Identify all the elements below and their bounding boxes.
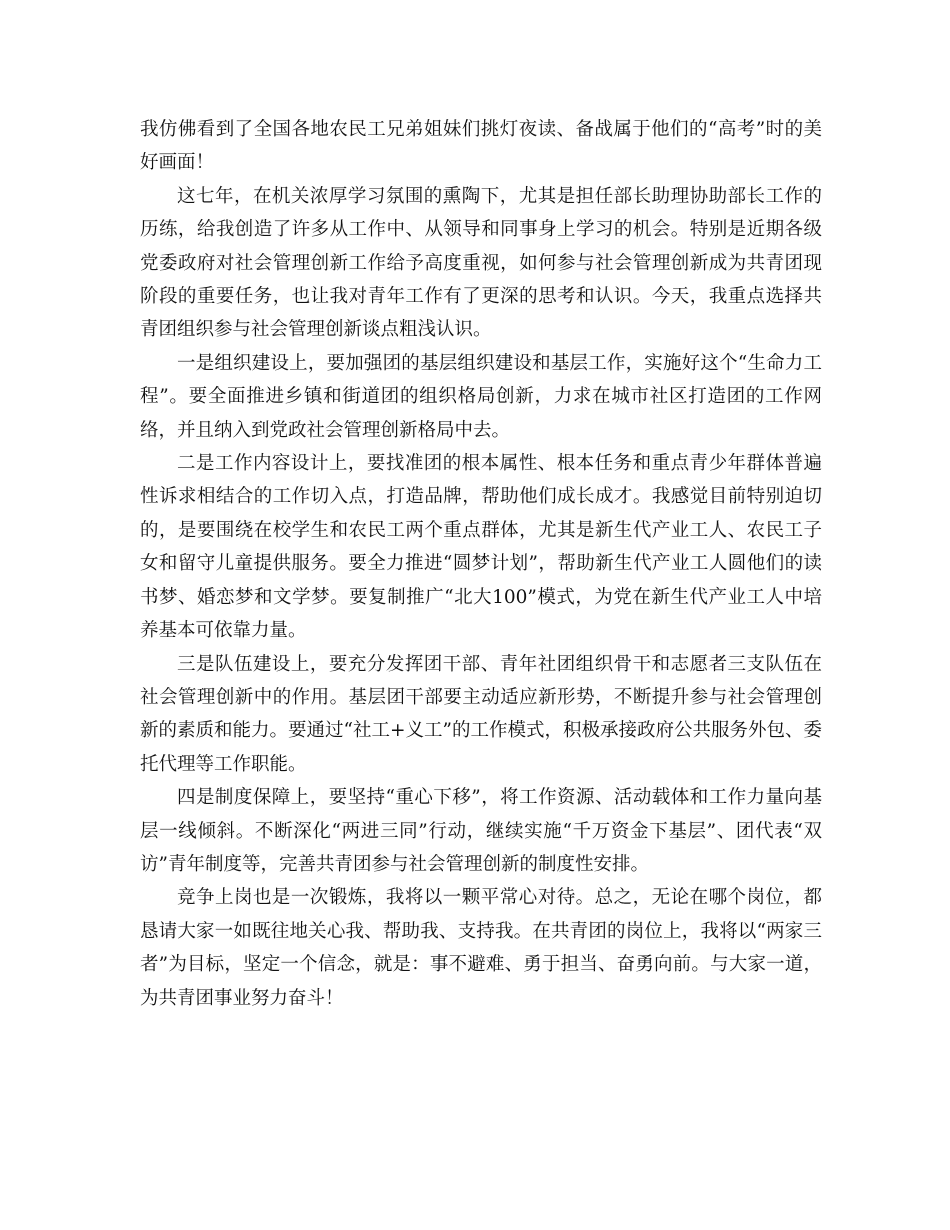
paragraph-work-content: 二是工作内容设计上，要找准团的根本属性、根本任务和重点青少年群体普遍性诉求相结合的工作切入点，打造品牌，帮助他们成长成才。我感觉目前特别迫切的，是要围绕在校学生和农民工两个重点群体，尤其是新生代产业工人、农民工子女和留守儿童提供服务。要全力推进“圆梦计划”，帮助新生代产业工人圆他们的读书梦、婚恋梦和文学梦。要复制推广“北大100”模式，为党在新生代产业工人中培养基本可依靠力量。 bbox=[140, 453, 822, 642]
paragraph-conclusion: 竞争上岗也是一次锻炼，我将以一颗平常心对待。总之，无论在哪个岗位，都恳请大家一如既往地关心我、帮助我、支持我。在共青团的岗位上，我将以“两家三者”为目标，坚定一个信念，就是：事不避难、勇于担当、奋勇向前。与大家一道，为共青团事业努力奋斗！ bbox=[140, 887, 822, 1009]
paragraph-team-building: 三是队伍建设上，要充分发挥团干部、青年社团组织骨干和志愿者三支队伍在社会管理创新中的作用。基层团干部要主动适应新形势，不断提升参与社会管理创新的素质和能力。要通过“社工+义工”的工作模式，积极承接政府公共服务外包、委托代理等工作职能。 bbox=[140, 653, 822, 775]
paragraph-seven-years: 这七年，在机关浓厚学习氛围的熏陶下，尤其是担任部长助理协助部长工作的历练，给我创造了许多从工作中、从领导和同事身上学习的机会。特别是近期各级党委政府对社会管理创新工作给予高度重视，如何参与社会管理创新成为共青团现阶段的重要任务，也让我对青年工作有了更深的思考和认识。今天，我重点选择共青团组织参与社会管理创新谈点粗浅认识。 bbox=[140, 185, 822, 341]
document-body bbox=[140, 113, 822, 1015]
paragraph-organization-building: 一是组织建设上，要加强团的基层组织建设和基层工作，实施好这个“生命力工程”。要全面推进乡镇和街道团的组织格局创新，力求在城市社区打造团的工作网络，并且纳入到党政社会管理创新格局中去。 bbox=[140, 352, 822, 441]
paragraph-continued: 我仿佛看到了全国各地农民工兄弟姐妹们挑灯夜读、备战属于他们的“高考”时的美好画面！ bbox=[140, 119, 822, 174]
paragraph-system-guarantee: 四是制度保障上，要坚持“重心下移”，将工作资源、活动载体和工作力量向基层一线倾斜。不断深化“两进三同”行动，继续实施“千万资金下基层”、团代表“双访”青年制度等，完善共青团参与社会管理创新的制度性安排。 bbox=[140, 787, 822, 875]
